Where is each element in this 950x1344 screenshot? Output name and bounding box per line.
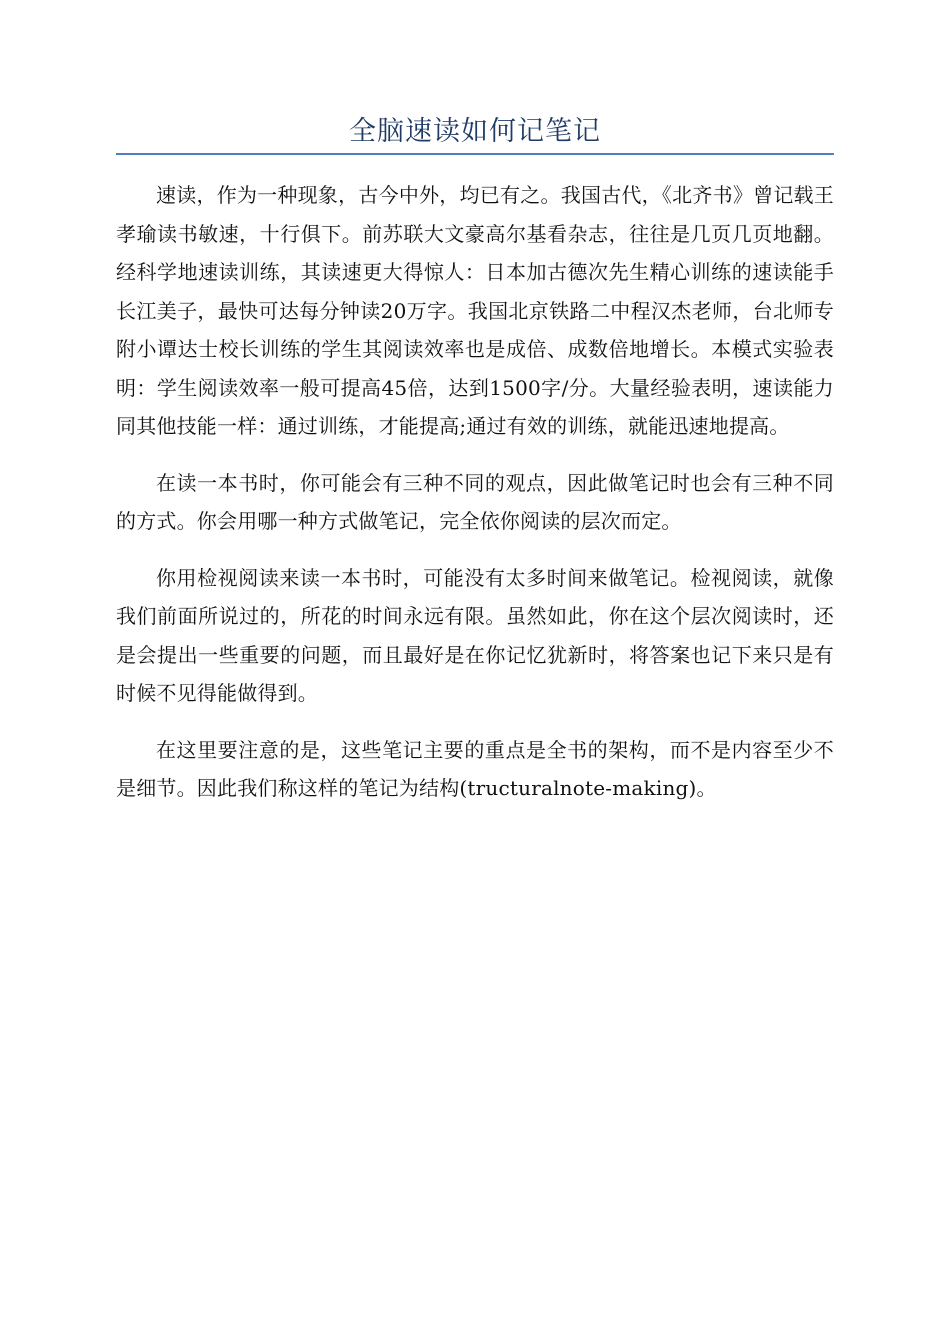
paragraph-3: 你用检视阅读来读一本书时，可能没有太多时间来做笔记。检视阅读，就像我们前面所说过的，所花的时间永远有限。虽然如此，你在这个层次阅读时，还是会提出一些重要的问题，而且最好是在你记忆犹新时，将答案也记下来只是有时候不见得能做得到。 [116,565,834,705]
paragraph-4: 在这里要注意的是，这些笔记主要的重点是全书的架构，而不是内容至少不是细节。因此我们称这样的笔记为结构(tructuralnote-making)。 [116,737,834,800]
title-block [116,112,834,155]
document-body [116,176,834,826]
title-underline [116,153,834,155]
page-title: 全脑速读如何记笔记 [349,116,601,147]
paragraph-2: 在读一本书时，你可能会有三种不同的观点，因此做笔记时也会有三种不同的方式。你会用哪一种方式做笔记，完全依你阅读的层次而定。 [116,470,834,533]
paragraph-1: 速读，作为一种现象，古今中外，均已有之。我国古代，《北齐书》曾记载王孝瑜读书敏速，十行俱下。前苏联大文豪高尔基看杂志，往往是几页几页地翻。经科学地速读训练，其读速更大得惊人：日本加古德次先生精心训练的速读能手长江美子，最快可达每分钟读20万字。我国北京铁路二中程汉杰老师，台北师专附小谭达士校长训练的学生其阅读效率也是成倍、成数倍地增长。本模式实验表明：学生阅读效率一般可提高45倍，达到1500字/分。大量经验表明，速读能力同其他技能一样：通过训练，才能提高;通过有效的训练，就能迅速地提高。 [116,183,834,438]
